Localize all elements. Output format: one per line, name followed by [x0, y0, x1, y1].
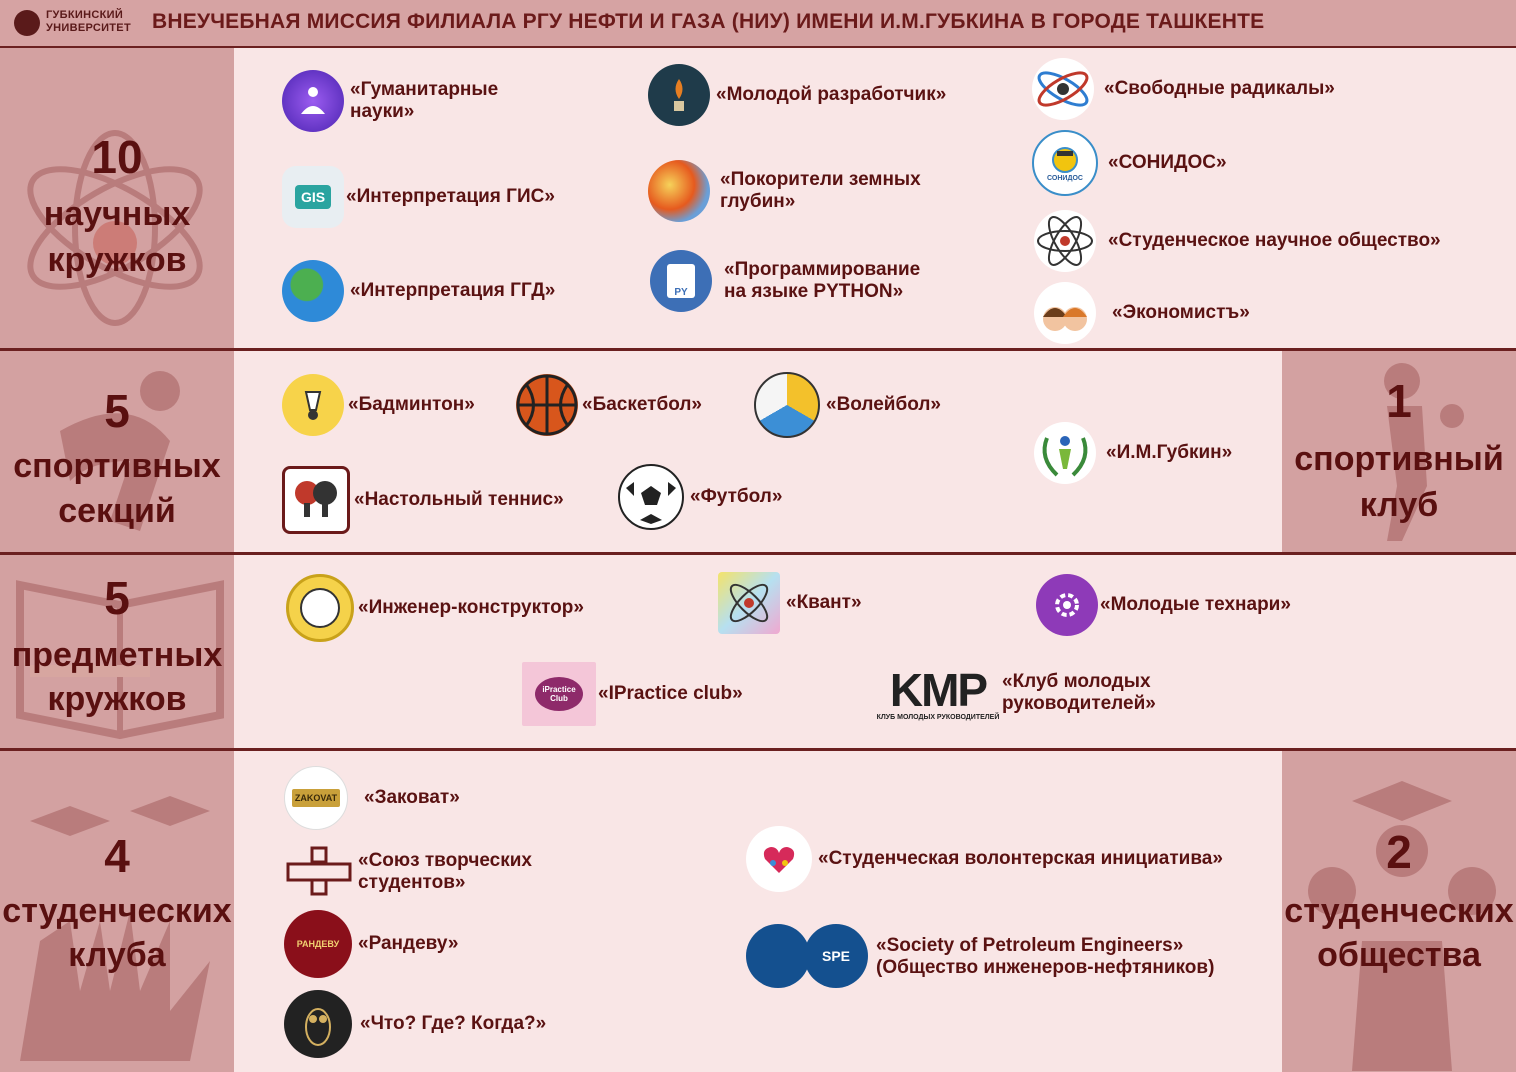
subject-item-label: руководителей»: [1002, 693, 1156, 714]
science-item-economist: [1034, 282, 1250, 344]
university-logo: [14, 6, 144, 40]
sport-item-label: «Настольный теннис»: [354, 489, 564, 510]
subject-label-line1: предметных: [11, 636, 223, 674]
zakovat-logo-text: ZAKOVAT: [292, 789, 340, 807]
earth-layers-icon: [648, 160, 710, 222]
society-item-spe: [746, 924, 1214, 990]
science-label-line2: кружков: [47, 241, 187, 279]
science-item-label: «СОНИДОС»: [1108, 152, 1227, 173]
science-side-panel: [0, 48, 234, 348]
science-item-sonidos: [1032, 130, 1227, 196]
logo-line2: УНИВЕРСИТЕТ: [46, 22, 131, 34]
sport-item-label: «Баскетбол»: [582, 394, 702, 415]
society-item-label: «Society of Petroleum Engineers»: [876, 935, 1184, 956]
subject-item-engineer: [286, 574, 584, 642]
society-item-label: (Общество инженеров-нефтяников): [876, 957, 1215, 978]
science-item-label: «Покорители земных: [720, 169, 921, 190]
subject-label-line2: кружков: [47, 680, 187, 718]
science-item-label: «Интерпретация ГИС»: [346, 186, 555, 207]
societies-count: 2: [1386, 826, 1412, 878]
sport-item-football: [618, 464, 782, 530]
sport-item-basketball: [516, 374, 702, 436]
ipractice-logo-icon: [522, 662, 596, 726]
sport-item-table-tennis: [282, 466, 564, 534]
science-item-humanities: [282, 70, 498, 132]
club-item-what-where-when: [284, 990, 546, 1058]
science-item-python: [650, 250, 920, 312]
laurel-emblem-icon: [1034, 422, 1096, 484]
science-item-label: науки»: [350, 101, 415, 122]
kmp-logo-text: KMP: [889, 663, 987, 716]
club-item-randevu: [284, 910, 458, 978]
economist-kids-icon: [1034, 282, 1096, 344]
sport-club-count: 1: [1386, 375, 1412, 427]
randevu-logo-text: РАНДЕВУ: [296, 939, 340, 949]
sport-club-label-line1: спортивный: [1294, 440, 1504, 478]
gear-hand-icon: [1036, 574, 1098, 636]
science-item-label: на языке PYTHON»: [724, 281, 904, 302]
science-item-label: «Свободные радикалы»: [1104, 78, 1335, 99]
science-item-label: глубин»: [720, 191, 796, 212]
atom-logo-icon: [1032, 58, 1094, 120]
subject-item-label: «Квант»: [786, 592, 862, 613]
science-item-gis: [282, 166, 555, 228]
engineer-seal-icon: [286, 574, 354, 642]
page-header: [0, 0, 1516, 48]
gis-icon: [282, 166, 344, 228]
club-item-label: «Заковат»: [364, 787, 460, 808]
clubs-count: 4: [104, 830, 130, 882]
sport-item-label: «Волейбол»: [826, 394, 941, 415]
subject-side-panel: [0, 555, 234, 748]
subject-item-label: «IPractice club»: [598, 683, 743, 704]
ping-pong-icon: [282, 466, 350, 534]
ipractice-logo-text: iPractice Club: [535, 677, 583, 711]
sonidos-logo-icon: [1032, 130, 1098, 196]
sport-club-label-line2: клуб: [1359, 486, 1439, 524]
club-item-label: «Рандеву»: [358, 933, 459, 954]
societies-label-line1: студенческих: [1284, 892, 1514, 930]
subject-item-young-leaders: [876, 662, 1156, 724]
club-item-label: студентов»: [358, 872, 466, 893]
globe-icon: [282, 260, 344, 322]
kmp-logo-icon: [876, 662, 1000, 724]
sport-club-item-gubkin: [1034, 422, 1232, 484]
sport-club-side-panel: [1282, 351, 1516, 552]
science-item-free-radicals: [1032, 58, 1335, 120]
sonidos-logo-text: СОНИДОС: [1047, 174, 1083, 182]
science-item-label: «Интерпретация ГГД»: [350, 280, 556, 301]
society-item-label: «Студенческая волонтерская инициатива»: [818, 848, 1223, 869]
club-item-label: «Что? Где? Когда?»: [360, 1013, 547, 1034]
societies-side-panel: [1282, 751, 1516, 1072]
subject-count: 5: [104, 572, 130, 624]
science-item-student-society: [1034, 210, 1441, 272]
volleyball-icon: [754, 372, 820, 438]
clubs-side-panel: [0, 751, 234, 1072]
python-file-icon: [650, 250, 712, 312]
atom-society-icon: [1034, 210, 1096, 272]
page-title: ВНЕУЧЕБНАЯ МИССИЯ ФИЛИАЛА РГУ НЕФТИ И ГАЗА (НИУ) ИМЕНИ И.М.ГУБКИНА В ГОРОДЕ ТАШКЕНТЕ: [152, 10, 1265, 33]
subject-item-label: «Инженер-конструктор»: [358, 597, 584, 618]
sport-side-panel: [0, 351, 234, 552]
sport-label-line2: секций: [58, 492, 176, 530]
randevu-logo-icon: [284, 910, 352, 978]
owl-logo-icon: [284, 990, 352, 1058]
clubs-label-line1: студенческих: [2, 892, 232, 930]
science-item-young-developer: [648, 64, 946, 126]
subject-item-kvant: [718, 572, 862, 634]
sport-item-badminton: [282, 374, 475, 436]
logo-text: [46, 9, 131, 35]
logo-line1: ГУБКИНСКИЙ: [46, 9, 124, 21]
subject-item-label: «Клуб молодых: [1002, 671, 1151, 692]
creative-union-logo-icon: [284, 846, 354, 898]
sport-label-line1: спортивных: [13, 447, 221, 485]
clubs-label-line2: клуба: [68, 936, 166, 974]
sport-item-label: «Бадминтон»: [348, 394, 475, 415]
subject-item-ipractice: [522, 662, 743, 726]
science-item-label: «Программирование: [724, 259, 921, 280]
soccer-ball-icon: [618, 464, 684, 530]
science-count: 10: [91, 131, 143, 183]
sport-item-label: «Футбол»: [690, 486, 783, 507]
science-item-ggd: [282, 260, 555, 322]
societies-label-line2: общества: [1317, 936, 1481, 974]
young-developer-logo-icon: [648, 64, 710, 126]
science-item-label: «Молодой разработчик»: [716, 84, 947, 105]
subject-item-young-techies: [1036, 574, 1291, 636]
science-item-label: «Студенческое научное общество»: [1108, 230, 1441, 251]
sport-count: 5: [104, 385, 130, 437]
science-item-label: «Гуманитарные: [350, 79, 499, 100]
spe-logo-text: SPE: [821, 948, 850, 964]
sport-club-item-label: «И.М.Губкин»: [1106, 442, 1233, 463]
python-file-text: PY: [667, 264, 695, 298]
shuttlecock-icon: [282, 374, 344, 436]
sport-item-volleyball: [754, 372, 941, 438]
gis-icon-text: GIS: [295, 185, 331, 209]
university-emblem-icon: [14, 10, 40, 36]
spe-logo-icon: [746, 924, 870, 990]
zakovat-logo-icon: [284, 766, 348, 830]
volunteer-heart-icon: [746, 826, 812, 892]
science-item-earth-depths: [648, 160, 921, 222]
subject-item-label: «Молодые технари»: [1100, 594, 1291, 615]
kvant-atom-icon: [718, 572, 780, 634]
club-item-zakovat: [284, 766, 460, 830]
meditation-icon: [282, 70, 344, 132]
science-item-label: «Экономистъ»: [1112, 302, 1250, 323]
club-item-creative-union: [284, 846, 532, 898]
society-item-volunteer: [746, 826, 1223, 892]
kmp-caption: КЛУБ МОЛОДЫХ РУКОВОДИТЕЛЕЙ: [876, 713, 1000, 721]
basketball-icon: [516, 374, 578, 436]
club-item-label: «Союз творческих: [358, 850, 532, 871]
science-label-line1: научных: [43, 195, 191, 233]
